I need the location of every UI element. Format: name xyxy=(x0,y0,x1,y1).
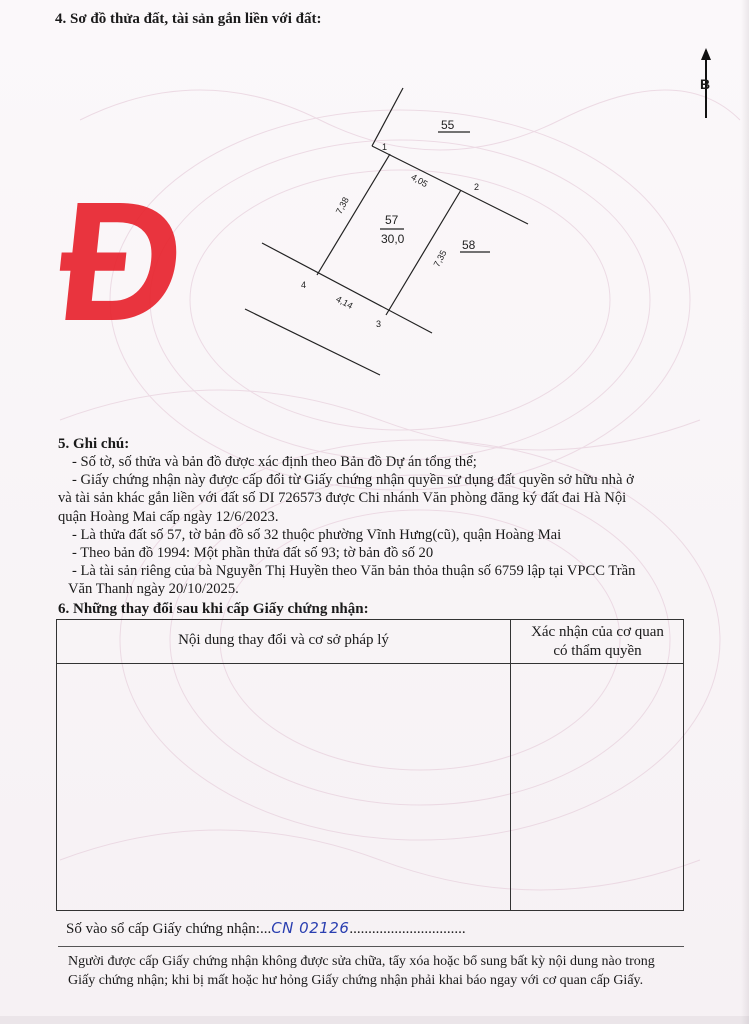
point-4: 4 xyxy=(301,280,307,290)
parcel-sketch xyxy=(0,0,749,440)
note-line: và tài sản khác gắn liền với đất số DI 726573 được Chi nhánh Văn phòng đăng ký đất đai Hà Nội xyxy=(58,490,627,507)
edge-right-length: 7,35 xyxy=(431,248,449,269)
table-column-divider xyxy=(510,620,511,910)
north-label: B xyxy=(700,76,711,92)
table-header-divider xyxy=(57,663,683,664)
note-line: - Giấy chứng nhận này được cấp đổi từ Giấy chứng nhận quyền sử dụng đất quyền sở hữu nhà ở xyxy=(72,472,634,489)
section4-title: 4. Sơ đồ thửa đất, tài sản gắn liền với đất: xyxy=(55,11,322,27)
note-line: Văn Thanh ngày 20/10/2025. xyxy=(68,581,239,598)
col-content-header: Nội dung thay đổi và cơ sở pháp lý xyxy=(178,632,389,648)
note-line: - Số tờ, số thửa và bản đồ được xác định theo Bản đồ Dự án tổng thể; xyxy=(72,454,477,470)
col-confirmation-header-line1: Xác nhận của cơ quan xyxy=(531,624,664,640)
note-line: - Là thửa đất số 57, tờ bản đồ số 32 thuộc phường Vĩnh Hưng(cũ), quận Hoàng Mai xyxy=(72,526,562,543)
parcel-area: 30,0 xyxy=(381,232,405,246)
page-bottom-edge xyxy=(0,1016,749,1024)
edge-left-length: 7,38 xyxy=(333,195,351,216)
note-line: - Là tài sản riêng của bà Nguyễn Thị Huyền theo Văn bản thỏa thuận số 6759 lập tại VPCC Trần xyxy=(72,563,636,580)
footer-line: Người được cấp Giấy chứng nhận không được sửa chữa, tẩy xóa hoặc bổ sung bất kỳ nội dung nào trong xyxy=(68,954,655,969)
section5-title: 5. Ghi chú: xyxy=(58,436,130,452)
registration-line xyxy=(66,919,466,938)
neighbor-top-number: 55 xyxy=(441,118,455,132)
col-confirmation-header xyxy=(510,623,685,661)
neighbor-right-number: 58 xyxy=(462,238,476,252)
edge-bottom-length: 4,14 xyxy=(334,293,355,311)
point-1: 1 xyxy=(382,142,388,152)
page-edge-shadow xyxy=(741,0,749,1024)
registration-number: CN 02126 xyxy=(271,919,350,937)
parcel-number: 57 xyxy=(385,213,399,227)
registration-dots-after: ............................... xyxy=(349,921,466,937)
footer-note xyxy=(68,953,688,990)
registration-dots-before: ... xyxy=(259,921,272,937)
footer-divider xyxy=(58,946,684,947)
col-confirmation-header-line2: có thẩm quyền xyxy=(553,643,642,659)
point-3: 3 xyxy=(376,319,382,329)
registration-label: Số vào sổ cấp Giấy chứng nhận: xyxy=(66,921,260,937)
section6-title: 6. Những thay đổi sau khi cấp Giấy chứng nhận: xyxy=(58,601,369,617)
changes-table xyxy=(56,619,684,911)
point-2: 2 xyxy=(474,182,480,192)
notes-list xyxy=(58,453,708,599)
note-line: - Theo bản đồ 1994: Một phần thửa đất số 93; tờ bản đồ số 20 xyxy=(72,545,434,562)
red-stamp-mark: Đ xyxy=(50,167,193,357)
note-line: quận Hoàng Mai cấp ngày 12/6/2023. xyxy=(58,508,279,525)
footer-line: Giấy chứng nhận; khi bị mất hoặc hư hỏng Giấy chứng nhận phải khai báo ngay với cơ quan cấp Giấy. xyxy=(68,972,644,988)
edge-top-length: 4,05 xyxy=(409,171,430,190)
